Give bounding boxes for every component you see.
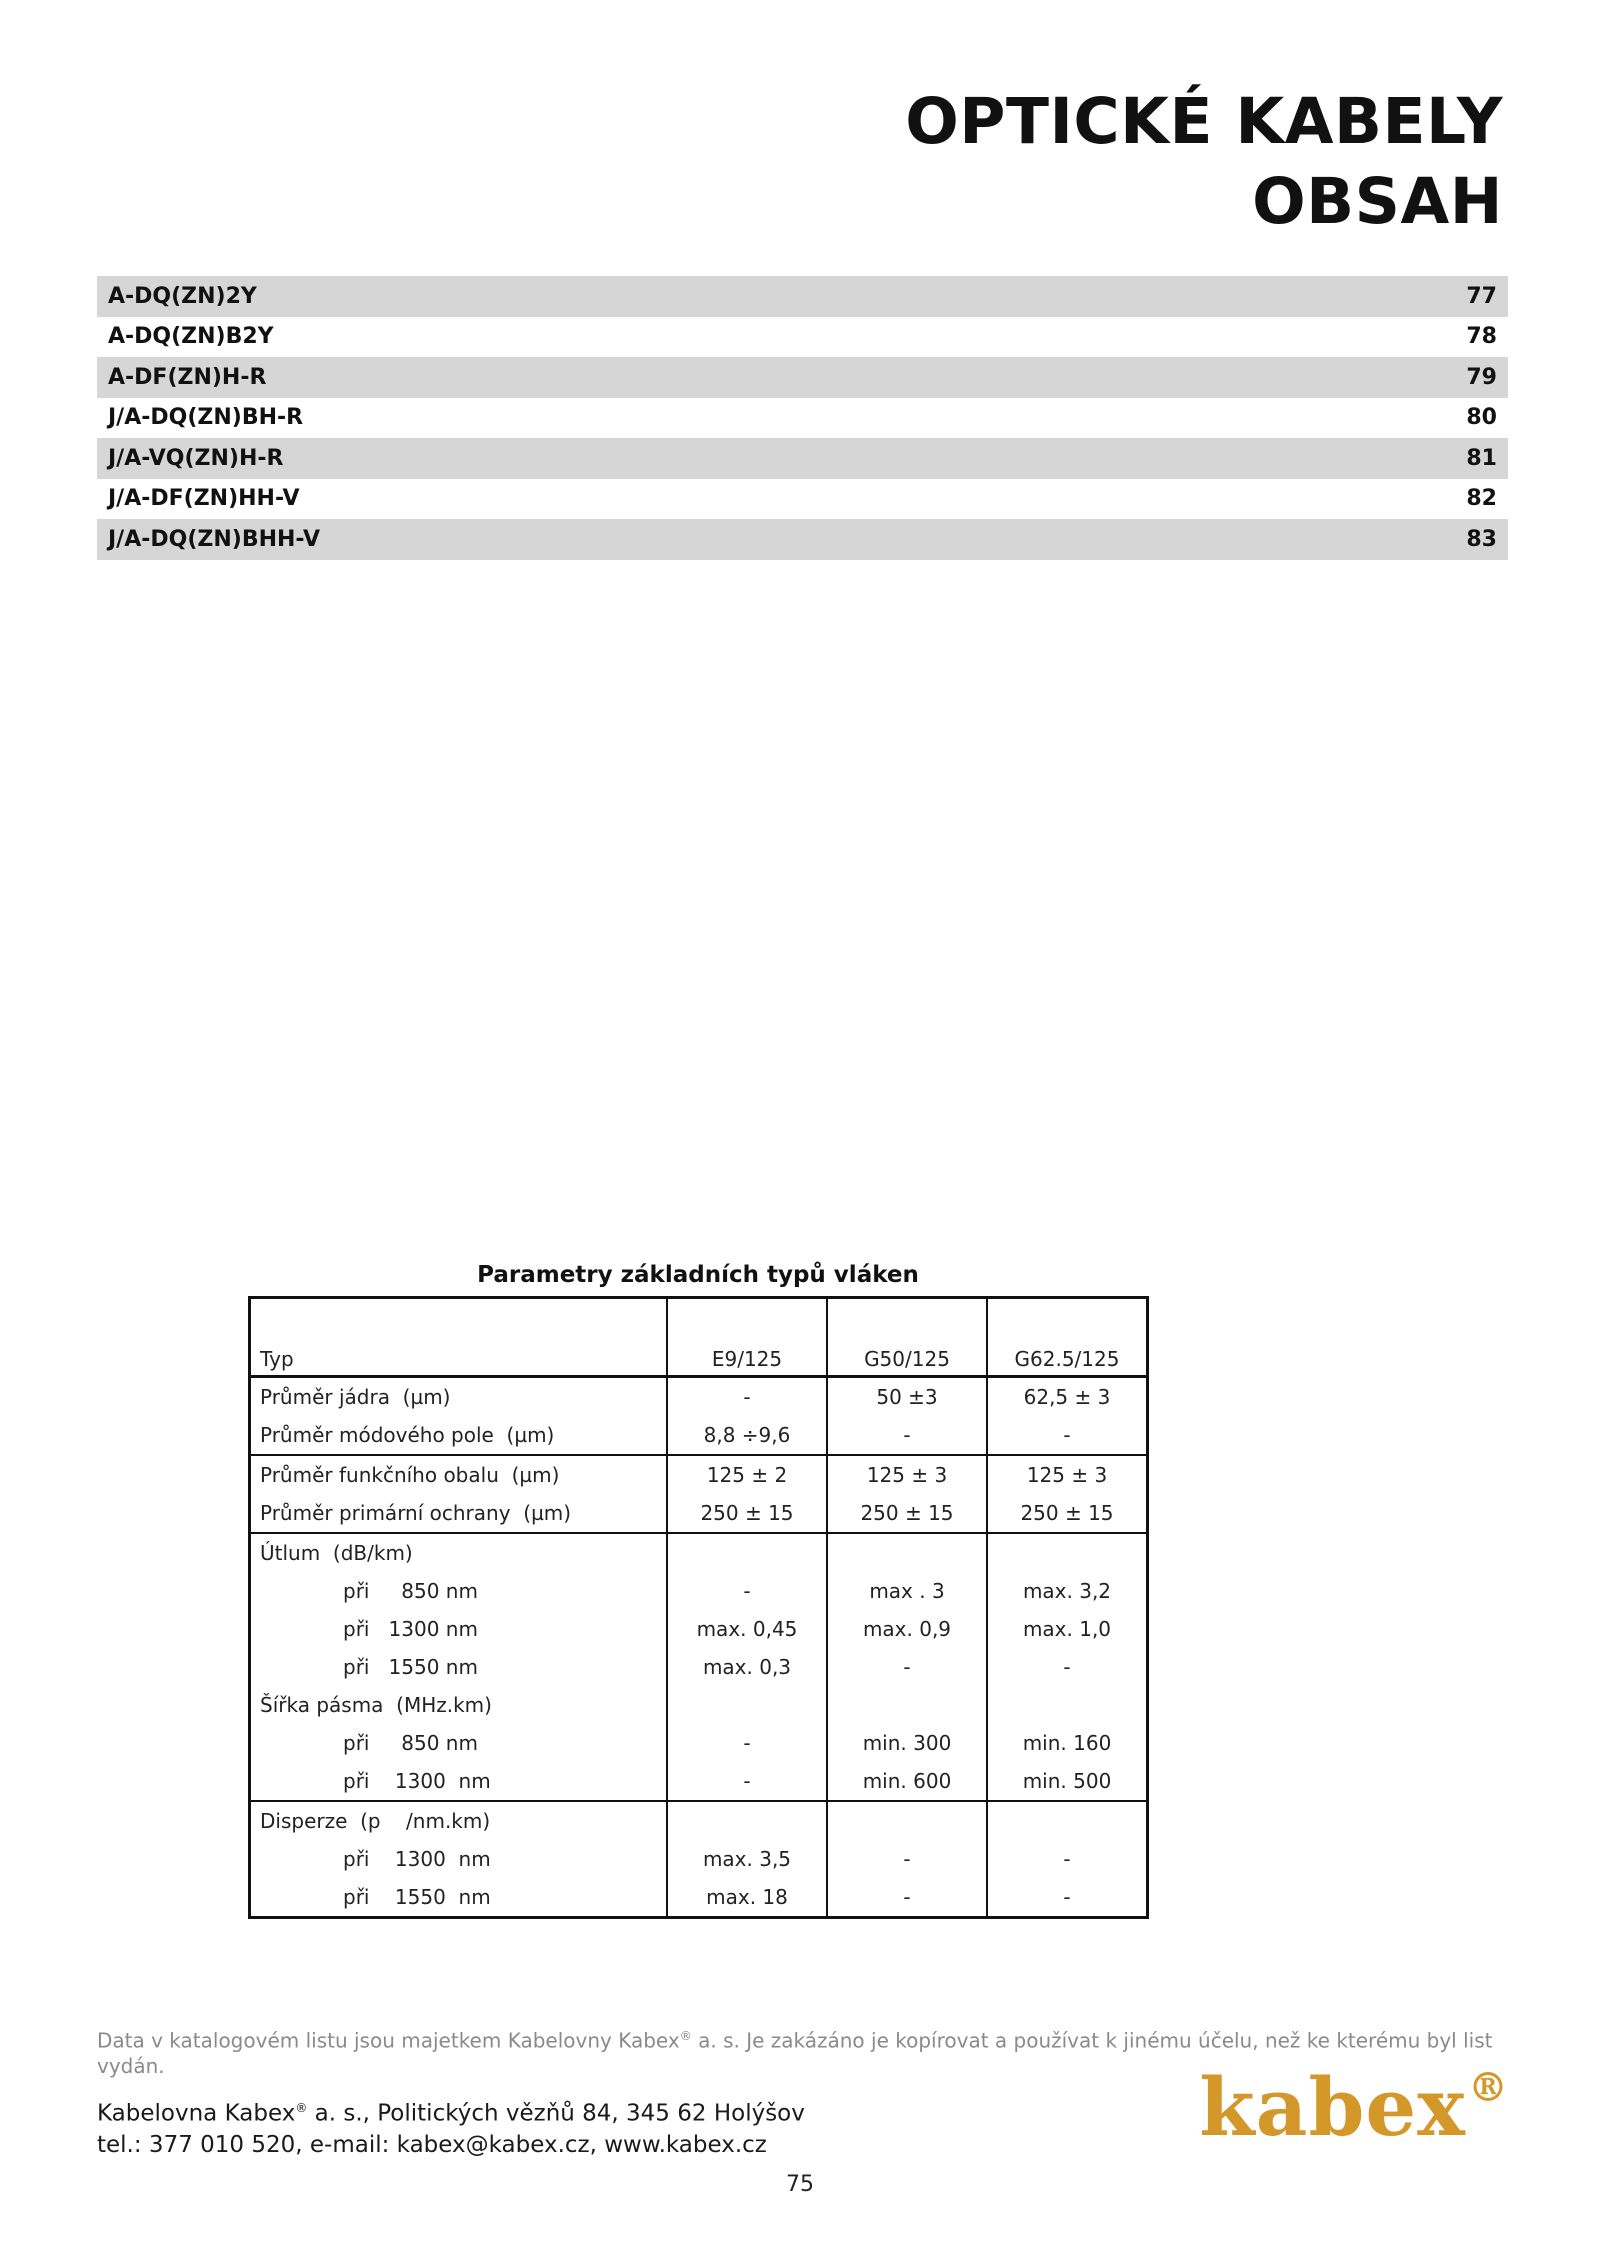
toc-label: J/A-DQ(ZN)BHH-V [108, 526, 320, 552]
toc-page: 78 [1466, 324, 1497, 350]
toc-page: 82 [1466, 486, 1497, 512]
toc-label: J/A-DF(ZN)HH-V [108, 486, 300, 512]
table-cell [827, 1686, 987, 1724]
fiber-params-table [248, 1296, 1149, 1919]
table-cell: - [987, 1648, 1148, 1686]
table-cell [667, 1686, 827, 1724]
page-title [905, 82, 1503, 242]
table-cell [987, 1801, 1148, 1840]
toc-label: A-DQ(ZN)2Y [108, 283, 257, 309]
table-cell: max. 3,2 [987, 1572, 1148, 1610]
disclaimer-text-b: a. s. Je zakázáno je kopírovat a používat k jinému účelu, než ke kterému byl list vydán. [97, 2028, 1493, 2078]
table-cell: 125 ± 3 [987, 1455, 1148, 1494]
page-number: 75 [786, 2172, 814, 2197]
table-cell: max. 3,5 [667, 1840, 827, 1878]
toc-label: A-DQ(ZN)B2Y [108, 324, 274, 350]
table-row [250, 1686, 1148, 1724]
table-cell: 250 ± 15 [667, 1494, 827, 1533]
row-label: při 850 nm [343, 1731, 478, 1755]
table-cell: - [827, 1416, 987, 1455]
header-cell: G62.5/125 [987, 1298, 1148, 1377]
kabex-logo [1199, 2060, 1509, 2154]
table-cell: 125 ± 3 [827, 1455, 987, 1494]
row-label: Průměr primární ochrany (µm) [260, 1501, 572, 1525]
title-line-1: OPTICKÉ KABELY [905, 85, 1503, 158]
table-cell: min. 300 [827, 1724, 987, 1762]
toc-row[interactable] [97, 519, 1508, 560]
disclaimer-text-a: Data v katalogovém listu jsou majetkem Kabelovny Kabex [97, 2028, 680, 2053]
table-cell: min. 600 [827, 1762, 987, 1801]
table-cell: max. 1,0 [987, 1610, 1148, 1648]
table-cell: - [667, 1377, 827, 1417]
toc-page: 81 [1466, 445, 1497, 471]
header-cell: E9/125 [667, 1298, 827, 1377]
logo-text: kabex [1199, 2060, 1466, 2154]
header-cell: G50/125 [827, 1298, 987, 1377]
table-cell: - [827, 1878, 987, 1918]
table-cell [827, 1533, 987, 1572]
table-cell: max. 0,9 [827, 1610, 987, 1648]
toc-row[interactable] [97, 317, 1508, 358]
table-row [250, 1455, 1148, 1494]
table-cell [667, 1801, 827, 1840]
row-label: při 1550 nm [343, 1885, 491, 1909]
address-name: Kabelovna Kabex [97, 2100, 296, 2127]
table-cell: 250 ± 15 [987, 1494, 1148, 1533]
address-rest: a. s., Politických vězňů 84, 345 62 Holýšov [307, 2100, 805, 2127]
row-label: při 1300 nm [343, 1769, 491, 1793]
table-cell [987, 1686, 1148, 1724]
table-row [250, 1648, 1148, 1686]
contact-line: tel.: 377 010 520, e-mail: kabex@kabex.cz, www.kabex.cz [97, 2131, 767, 2158]
row-label: při 1300 nm [343, 1617, 478, 1641]
table-cell: 8,8 ÷9,6 [667, 1416, 827, 1455]
table-cell: - [827, 1648, 987, 1686]
table-cell: - [667, 1572, 827, 1610]
toc-label: J/A-VQ(ZN)H-R [108, 445, 284, 471]
table-cell: - [987, 1416, 1148, 1455]
toc-page: 79 [1466, 364, 1497, 390]
table-row [250, 1533, 1148, 1572]
row-label: Šířka pásma (MHz.km) [260, 1693, 492, 1717]
logo-registered-icon: ® [1468, 2064, 1509, 2111]
table-cell [667, 1533, 827, 1572]
table-header-row [250, 1298, 1148, 1377]
table-row [250, 1878, 1148, 1918]
row-label: Disperze (p /nm.km) [250, 1801, 668, 1840]
toc-row[interactable] [97, 398, 1508, 439]
table-cell: - [987, 1840, 1148, 1878]
registered-mark-icon: ® [295, 2101, 308, 2115]
table-cell: max . 3 [827, 1572, 987, 1610]
registered-mark-icon: ® [679, 2029, 692, 2043]
table-cell: max. 0,3 [667, 1648, 827, 1686]
table-row [250, 1840, 1148, 1878]
table-row [250, 1724, 1148, 1762]
table-cell: max. 18 [667, 1878, 827, 1918]
table-row [250, 1377, 1148, 1417]
table-row [250, 1762, 1148, 1801]
table-cell [827, 1801, 987, 1840]
toc-page: 77 [1466, 283, 1497, 309]
table-cell: - [827, 1840, 987, 1878]
toc-row[interactable] [97, 438, 1508, 479]
table-cell: - [987, 1878, 1148, 1918]
toc-page: 83 [1466, 526, 1497, 552]
toc-row[interactable] [97, 479, 1508, 520]
row-label: při 850 nm [343, 1579, 478, 1603]
row-label: Průměr funkčního obalu (µm) [250, 1455, 668, 1494]
row-label: Útlum (dB/km) [250, 1533, 668, 1572]
row-label: při 1550 nm [343, 1655, 478, 1679]
toc-row[interactable] [97, 276, 1508, 317]
params-table-title: Parametry základních typů vláken [477, 1262, 919, 1288]
table-cell: - [667, 1762, 827, 1801]
toc-label: J/A-DQ(ZN)BH-R [108, 405, 304, 431]
table-row [250, 1801, 1148, 1840]
table-cell: 250 ± 15 [827, 1494, 987, 1533]
table-of-contents [97, 276, 1508, 560]
table-cell: - [667, 1724, 827, 1762]
table-cell [987, 1533, 1148, 1572]
table-row [250, 1494, 1148, 1533]
header-cell: Typ [250, 1298, 668, 1377]
table-cell: 125 ± 2 [667, 1455, 827, 1494]
table-cell: min. 500 [987, 1762, 1148, 1801]
table-row [250, 1416, 1148, 1455]
toc-page: 80 [1466, 405, 1497, 431]
toc-label: A-DF(ZN)H-R [108, 364, 267, 390]
table-row [250, 1610, 1148, 1648]
table-cell: 62,5 ± 3 [987, 1377, 1148, 1417]
row-label: Průměr jádra (µm) [260, 1385, 451, 1409]
address-line [97, 2093, 805, 2130]
row-label: při 1300 nm [343, 1847, 491, 1871]
table-row [250, 1572, 1148, 1610]
title-line-2: OBSAH [1252, 165, 1503, 238]
table-cell: 50 ±3 [827, 1377, 987, 1417]
table-cell: min. 160 [987, 1724, 1148, 1762]
row-label: Průměr módového pole (µm) [260, 1423, 555, 1447]
table-cell: max. 0,45 [667, 1610, 827, 1648]
company-address [97, 2093, 805, 2161]
toc-row[interactable] [97, 357, 1508, 398]
